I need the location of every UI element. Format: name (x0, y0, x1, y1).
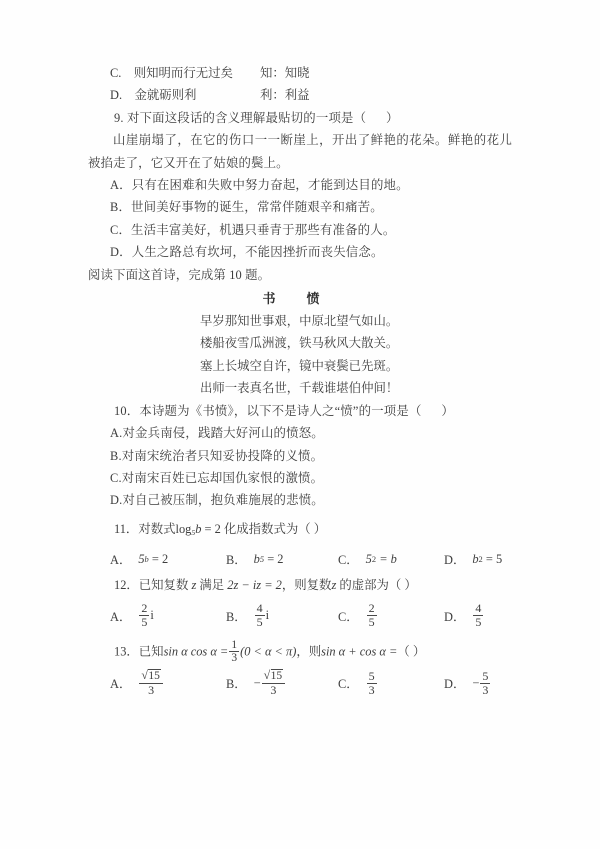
gloss-c-note: 知：知晓 (260, 66, 310, 80)
question-9-option-c: C．生活丰富美好，机遇只垂青于那些有准备的人。 (110, 222, 396, 237)
question-13-option-d: D． − $\frac{5}{3}$ (444, 668, 489, 697)
fraction: √ $\frac{15}{3}$ (262, 669, 286, 696)
question-11-stem-post: 化成指数式为（ ） (223, 521, 327, 536)
fraction: $\frac{2}{5}$ (368, 601, 375, 630)
sqrt-icon: √ 15 (141, 669, 161, 682)
question-11-option-b: B． b 5 = 2 (226, 551, 284, 568)
poem-title: 书 愤 (262, 291, 329, 307)
question-11-option-c: C． 5 2 = b (338, 551, 397, 568)
question-12-number: 12． (114, 578, 139, 593)
question-13-option-a: A． √ $\frac{15}{3}$ (110, 669, 226, 696)
gloss-row-d (88, 84, 512, 106)
question-13-options (88, 664, 512, 702)
page-content (88, 62, 512, 702)
question-13-option-c: C． $\frac{5}{3}$ (338, 668, 375, 697)
question-13-stem: 13．已知sin α cos α = $\frac{1}{3}$ (0 < α < π)，则sin α + cos α =（ ） (114, 638, 426, 664)
gloss-d-main: D. 金就砺则利 (110, 88, 197, 103)
question-9-option-b: B．世间美好事物的诞生，常常伴随艰辛和痛苦。 (110, 200, 383, 215)
question-11-stem: 11．对数式$\log_5b = 2$ 化成指数式为（ ） (114, 521, 327, 537)
question-12-option-c: C． $\frac{2}{5}$ (338, 601, 375, 630)
question-13-number: 13． (114, 643, 139, 658)
question-12-stem: 12．已知复数 z 满足 2z − iz = 2，则复数z 的虚部为（ ） (114, 578, 417, 593)
gloss-d-note: 利：利益 (260, 88, 310, 103)
question-11-stem-pre: 对数式 (138, 521, 176, 536)
question-11-log-arg: b (195, 521, 202, 536)
poem-line-4: 出师一表真名世，千载谁堪伯仲间！ (200, 381, 399, 396)
question-10-option-d: D.对自己被压制，抱负难施展的悲愤。 (110, 493, 324, 508)
poem-line-3: 塞上长城空自许，镜中衰鬓已先斑。 (200, 358, 399, 373)
question-12-option-b: B． $\frac{4}{5}$ i (226, 601, 270, 630)
question-11-option-d: D． b 2 = 5 (444, 551, 503, 568)
question-9-option-a: A．只有在困难和失败中努力奋起，才能到达目的地。 (110, 178, 409, 193)
question-13-option-b: B． − √ $\frac{15}{3}$ (226, 669, 338, 696)
question-9-stem: 9. 对下面这段话的含义理解最贴切的一项是（ ） (114, 110, 399, 125)
fraction: $\frac{4}{5}$ (256, 601, 263, 630)
fraction: √ $\frac{15}{3}$ (139, 669, 163, 696)
question-11-log-base: 5 (191, 527, 196, 537)
fraction: $\frac{5}{3}$ (482, 668, 489, 697)
question-11-log-eq: = 2 (204, 521, 221, 536)
question-12-option-a: A． $\frac{2}{5}$ i (110, 601, 154, 630)
gloss-c-main: C. 则知明而行无过矣 (110, 66, 233, 80)
gloss-row-c (88, 62, 512, 84)
question-13-expr-a: sin α cos α = (163, 643, 229, 658)
sqrt-icon: √ 15 (264, 669, 284, 682)
question-13-domain: (0 < α < π) (240, 643, 297, 658)
question-10-option-b: B.对南宋统治者只知妥协投降的义愤。 (110, 448, 324, 463)
fraction: $\frac{4}{5}$ (475, 601, 482, 630)
question-13-expr-b: sin α + cos α = (321, 643, 398, 658)
question-11-option-a: A． 5 b = 2 (110, 551, 169, 568)
question-10-stem: 10．本诗题为《书愤》，以下不是诗人之“愤”的一项是（ ） (114, 403, 454, 418)
fraction: $\frac{1}{3}$ (231, 638, 238, 664)
question-10-option-c: C.对南宋百姓已忘却国仇家恨的激愤。 (110, 470, 324, 485)
question-10-option-a: A.对金兵南侵，践踏大好河山的愤怒。 (110, 426, 324, 441)
question-12-equation: 2z − iz = 2 (227, 578, 282, 593)
question-12-option-d: D． $\frac{4}{5}$ (444, 601, 482, 630)
poem-line-1: 早岁那知世事艰，中原北望气如山。 (200, 314, 399, 329)
question-11-number: 11． (114, 521, 139, 536)
question-9-passage: 山崖崩塌了，在它的伤口一一断崖上，开出了鲜艳的花朵。鲜艳的花儿被掐走了，它又开在了姑娘的鬓上。 (88, 133, 512, 170)
fraction: $\frac{5}{3}$ (368, 668, 375, 697)
fraction: $\frac{2}{5}$ (141, 601, 148, 630)
reading-instruction: 阅读下面这首诗，完成第 10 题。 (88, 267, 271, 282)
question-12-options (88, 597, 512, 635)
poem-line-2: 楼船夜雪瓜洲渡，铁马秋风大散关。 (200, 336, 399, 351)
question-9-option-d: D．人生之路总有坎坷，不能因挫折而丧失信念。 (110, 245, 384, 260)
question-11-options (88, 544, 512, 574)
